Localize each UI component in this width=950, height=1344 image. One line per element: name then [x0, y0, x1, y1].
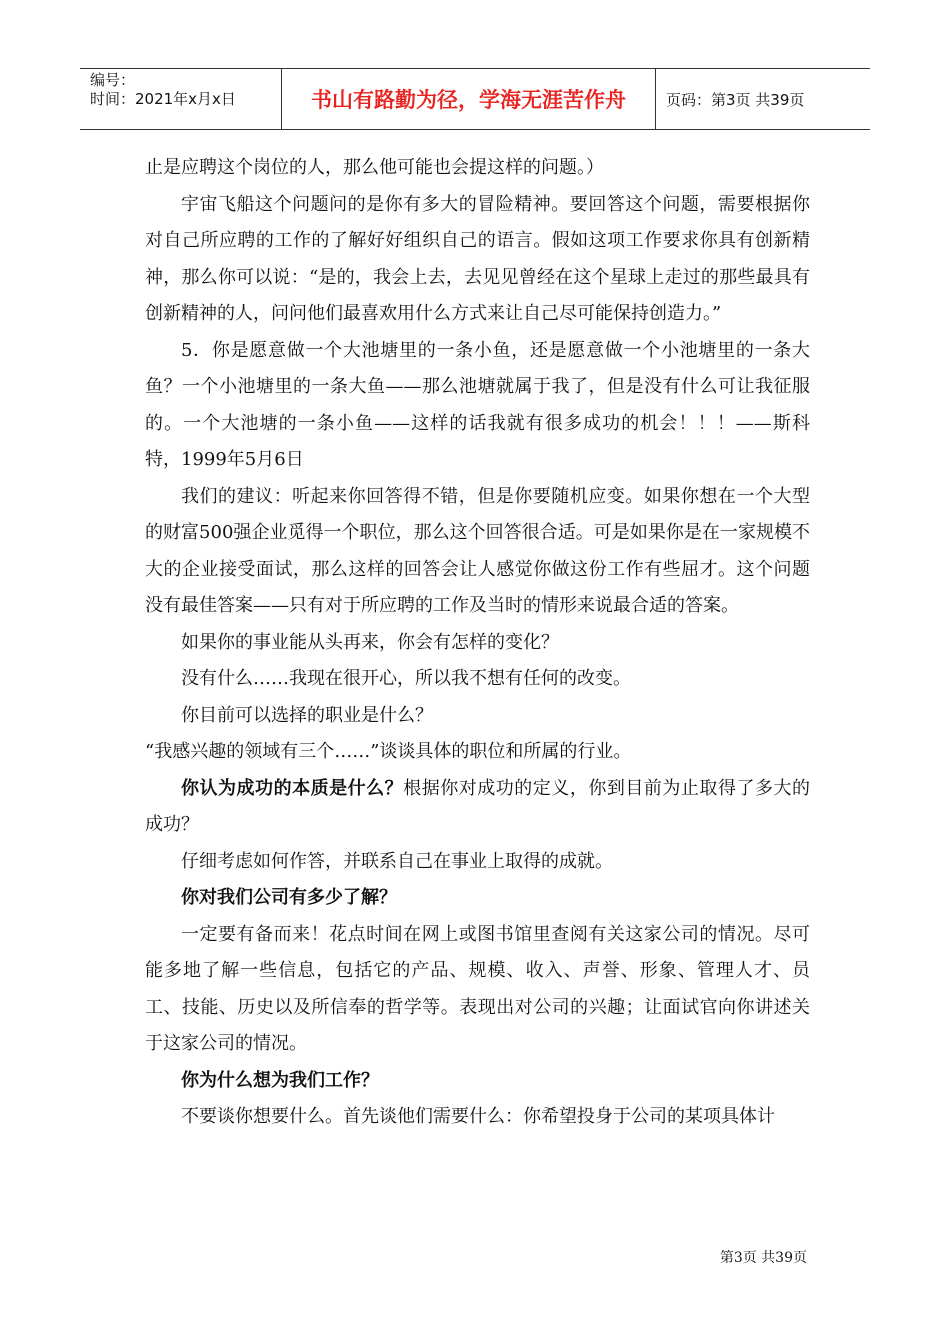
header-motto: 书山有路勤为径，学海无涯苦作舟 — [282, 69, 656, 129]
paragraph-5: 如果你的事业能从头再来，你会有怎样的变化？ — [181, 631, 559, 653]
paragraph-14: 不要谈你想要什么。首先谈他们需要什么：你希望投身于公司的某项具体计 — [181, 1106, 775, 1127]
number-label: 编号： — [90, 71, 136, 89]
paragraph-6: 没有什么……我现在很开心，所以我不想有任何的改变。 — [181, 668, 631, 689]
success-question: 你认为成功的本质是什么？ — [181, 777, 404, 799]
paragraph-1: 止是应聘这个岗位的人，那么他可能也会提这样的问题。） — [145, 157, 604, 178]
paragraph-12: 一定要有备而来！花点时间在网上或图书馆里查阅有关这家公司的情况。尽可能多地了解一些信息，包括它的产品、规模、收入、声誉、形象、管理人才、员工、技能、历史以及所信奉的哲学等。表现出对公司的兴趣；让面试官向你讲述关于这家公司的情况。 — [145, 923, 810, 1054]
success-question-rest: 根据你对成功的定义，你到目前为止取得了多大的成功？ — [145, 777, 811, 835]
header-meta — [80, 69, 282, 129]
paragraph-13: 你为什么想为我们工作？ — [181, 1069, 379, 1091]
paragraph-2: 宇宙飞船这个问题问的是你有多大的冒险精神。要回答这个问题，需要根据你对自己所应聘的工作的了解好好组织自己的语言。假如这项工作要求你具有创新精神，那么你可以说：“是的，我会上去，去见见曾经在这个星球上走过的那些最具有创新精神的人，问问他们最喜欢用什么方式来让自己尽可能保持创造力。” — [145, 193, 810, 324]
paragraph-3: 5．你是愿意做一个大池塘里的一条小鱼，还是愿意做一个小池塘里的一条大鱼？一个小池塘里的一条大鱼——那么池塘就属于我了，但是没有什么可让我征服的。一个大池塘的一条小鱼——这样的话我就有很多成功的机会！！！——斯科特，1999年5月6日 — [145, 339, 810, 470]
document-body — [145, 150, 810, 1136]
paragraph-11: 你对我们公司有多少了解？ — [181, 887, 397, 908]
paragraph-8: “我感兴趣的领域有三个……”谈谈具体的职位和所属的行业。 — [145, 741, 632, 762]
page-header — [80, 68, 870, 130]
paragraph-10: 仔细考虑如何作答，并联系自己在事业上取得的成就。 — [181, 850, 613, 872]
time-label: 时间：2021年x月x日 — [90, 90, 236, 108]
header-page-label: 页码：第3页 共39页 — [666, 90, 805, 109]
paragraph-4: 我们的建议：听起来你回答得不错，但是你要随机应变。如果你想在一个大型的财富500强企业觅得一个职位，那么这个回答很合适。可是如果你是在一家规模不大的企业接受面试，那么这样的回答会让人感觉你做这份工作有些屈才。这个问题没有最佳答案——只有对于所应聘的工作及当时的情形来说最合适的答案。 — [145, 485, 810, 616]
paragraph-9 — [145, 771, 810, 844]
page-footer: 第3页 共39页 — [719, 1250, 807, 1266]
paragraph-7: 你目前可以选择的职业是什么？ — [181, 704, 433, 726]
